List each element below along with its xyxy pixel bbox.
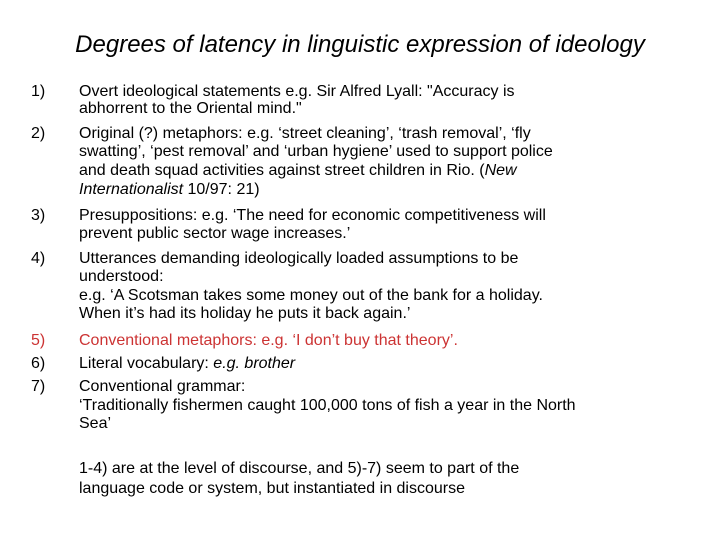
item-number: 7) <box>31 378 46 395</box>
item-2-source-name: Internationalist <box>79 181 184 198</box>
item-6-text: Literal vocabulary: <box>79 355 214 372</box>
item-3-line-2: prevent public sector wage increases.’ <box>79 225 351 242</box>
item-2-line-3-text: and death squad activities against street children in Rio. ( <box>79 162 485 179</box>
item-7-line-1: Conventional grammar: <box>79 378 246 395</box>
item-7-line-3: Sea’ <box>79 415 112 432</box>
item-2-line-4 <box>79 181 260 198</box>
item-number: 1) <box>31 83 46 100</box>
item-6-line-1 <box>79 355 295 372</box>
slide-title: Degrees of latency in linguistic expression of ideology <box>75 31 645 58</box>
item-2-line-2: swatting’, ‘pest removal’ and ‘urban hygiene’ used to support police <box>79 143 553 160</box>
item-2-line-1: Original (?) metaphors: e.g. ‘street cleaning’, ‘trash removal’, ‘fly <box>79 125 531 142</box>
item-2-source-ref: 10/97: 21) <box>183 181 260 198</box>
item-2-source-italic: New <box>484 162 517 179</box>
summary-line-1: 1-4) are at the level of discourse, and 5)-7) seem to part of the <box>79 460 520 477</box>
item-4-line-2: understood: <box>79 268 164 285</box>
item-number: 4) <box>31 250 46 267</box>
item-6-example: e.g. brother <box>213 355 296 372</box>
item-number: 3) <box>31 207 46 224</box>
item-3-line-1: Presuppositions: e.g. ‘The need for economic competitiveness will <box>79 207 546 224</box>
item-number: 6) <box>31 355 46 372</box>
item-7-line-2: ‘Traditionally fishermen caught 100,000 tons of fish a year in the North <box>79 397 576 414</box>
item-5-line-1: Conventional metaphors: e.g. ‘I don’t buy that theory’. <box>79 332 458 349</box>
summary-line-2: language code or system, but instantiated in discourse <box>79 480 466 497</box>
item-number: 5) <box>31 332 46 349</box>
item-4-line-4: When it’s had its holiday he puts it back again.’ <box>79 305 411 322</box>
item-1-line-2: abhorrent to the Oriental mind." <box>79 100 302 117</box>
item-4-line-3: e.g. ‘A Scotsman takes some money out of the bank for a holiday. <box>79 287 543 304</box>
item-2-line-3 <box>79 162 517 179</box>
item-1-line-1: Overt ideological statements e.g. Sir Alfred Lyall: "Accuracy is <box>79 83 515 100</box>
item-number: 2) <box>31 125 46 142</box>
item-4-line-1: Utterances demanding ideologically loaded assumptions to be <box>79 250 519 267</box>
